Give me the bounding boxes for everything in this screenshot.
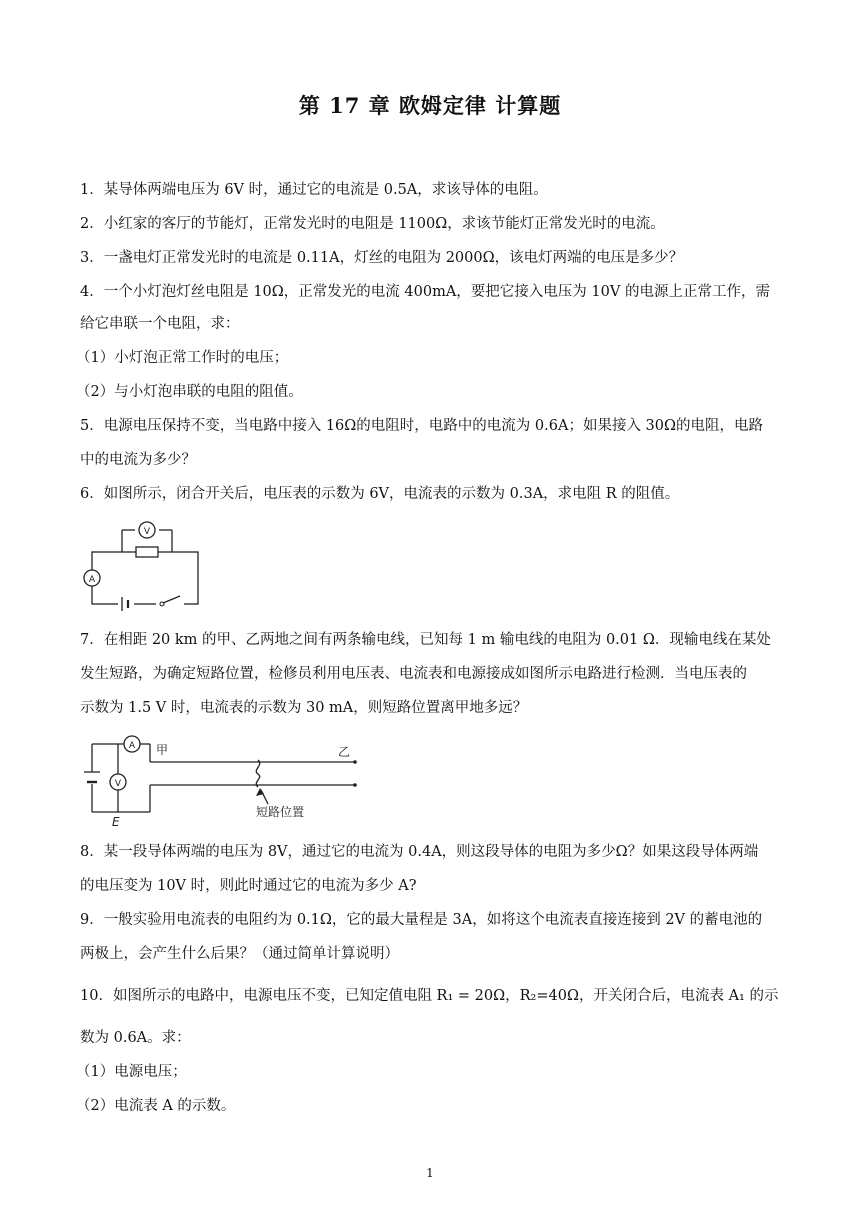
question-4-line-1: 4．一个小灯泡灯丝电阻是 10Ω，正常发光的电流 400mA，要把它接入电压为 10V 的电源上正常工作，需 xyxy=(80,284,770,300)
page-number: 1 xyxy=(426,1166,434,1180)
question-8-line-1: 8．某一段导体两端的电压为 8V，通过它的电流为 0.4A，则这段导体的电阻为多少Ω？如果这段导体两端 xyxy=(80,844,759,860)
question-2: 2．小红家的客厅的节能灯，正常发光时的电阻是 1100Ω，求该节能灯正常发光时的电流。 xyxy=(80,216,665,232)
question-9-line-2: 两极上，会产生什么后果？（通过简单计算说明） xyxy=(80,946,399,962)
question-3: 3．一盏电灯正常发光时的电流是 0.11A，灯丝的电阻为 2000Ω，该电灯两端的电压是多少？ xyxy=(80,250,684,266)
question-10-line-1: 10．如图所示的电路中，电源电压不变，已知定值电阻 R₁ = 20Ω，R₂=40Ω，开关闭合后，电流表 A₁ 的示 xyxy=(80,988,779,1004)
ammeter-label: A xyxy=(128,741,136,751)
label-yi: 乙 xyxy=(338,745,351,759)
label-short-position: 短路位置 xyxy=(256,805,305,819)
question-9-line-1: 9．一般实验用电流表的电阻约为 0.1Ω，它的最大量程是 3A，如将这个电流表直接连接到 2V 的蓄电池的 xyxy=(80,912,763,928)
label-jia: 甲 xyxy=(156,743,169,757)
page-title: 第 17 章 欧姆定律 计算题 xyxy=(298,93,562,118)
question-7-line-2: 发生短路，为确定短路位置，检修员利用电压表、电流表和电源接成如图所示电路进行检测．当电压表的 xyxy=(80,666,747,682)
question-10-part-2: （2）电流表 A 的示数。 xyxy=(76,1098,236,1114)
question-6: 6．如图所示，闭合开关后，电压表的示数为 6V，电流表的示数为 0.3A，求电阻 R 的阻值。 xyxy=(80,486,680,502)
terminal-dot xyxy=(353,783,357,787)
question-1: 1．某导体两端电压为 6V 时，通过它的电流是 0.5A，求该导体的电阻。 xyxy=(80,182,548,198)
question-7-line-1: 7．在相距 20 km 的甲、乙两地之间有两条输电线，已知每 1 m 输电线的电阻为 0.01 Ω．现输电线在某处 xyxy=(80,632,771,648)
circuit-diagram-q6 xyxy=(78,516,208,608)
terminal-dot xyxy=(353,760,357,764)
voltmeter-label: V xyxy=(143,527,151,537)
circuit-diagram-q7 xyxy=(80,730,370,830)
question-5-line-2: 中的电流为多少？ xyxy=(80,452,196,468)
question-10-part-1: （1）电源电压； xyxy=(76,1064,187,1080)
resistor-symbol xyxy=(136,547,158,557)
voltmeter-label: V xyxy=(114,779,122,789)
ammeter-label: A xyxy=(88,575,96,585)
question-7-line-3: 示数为 1.5 V 时，电流表的示数为 30 mA，则短路位置离甲地多远？ xyxy=(80,700,528,716)
question-4-line-2: 给它串联一个电阻，求： xyxy=(80,316,240,332)
question-5-line-1: 5．电源电压保持不变，当电路中接入 16Ω的电阻时，电路中的电流为 0.6A；如果接入 30Ω的电阻，电路 xyxy=(80,418,764,434)
question-10-line-2: 数为 0.6A。求： xyxy=(80,1030,191,1046)
label-e: E xyxy=(112,815,120,829)
question-4-part-1: （1）小灯泡正常工作时的电压； xyxy=(76,350,289,366)
question-8-line-2: 的电压变为 10V 时，则此时通过它的电流为多少 A? xyxy=(80,878,417,894)
question-4-part-2: （2）与小灯泡串联的电阻的阻值。 xyxy=(76,384,303,400)
